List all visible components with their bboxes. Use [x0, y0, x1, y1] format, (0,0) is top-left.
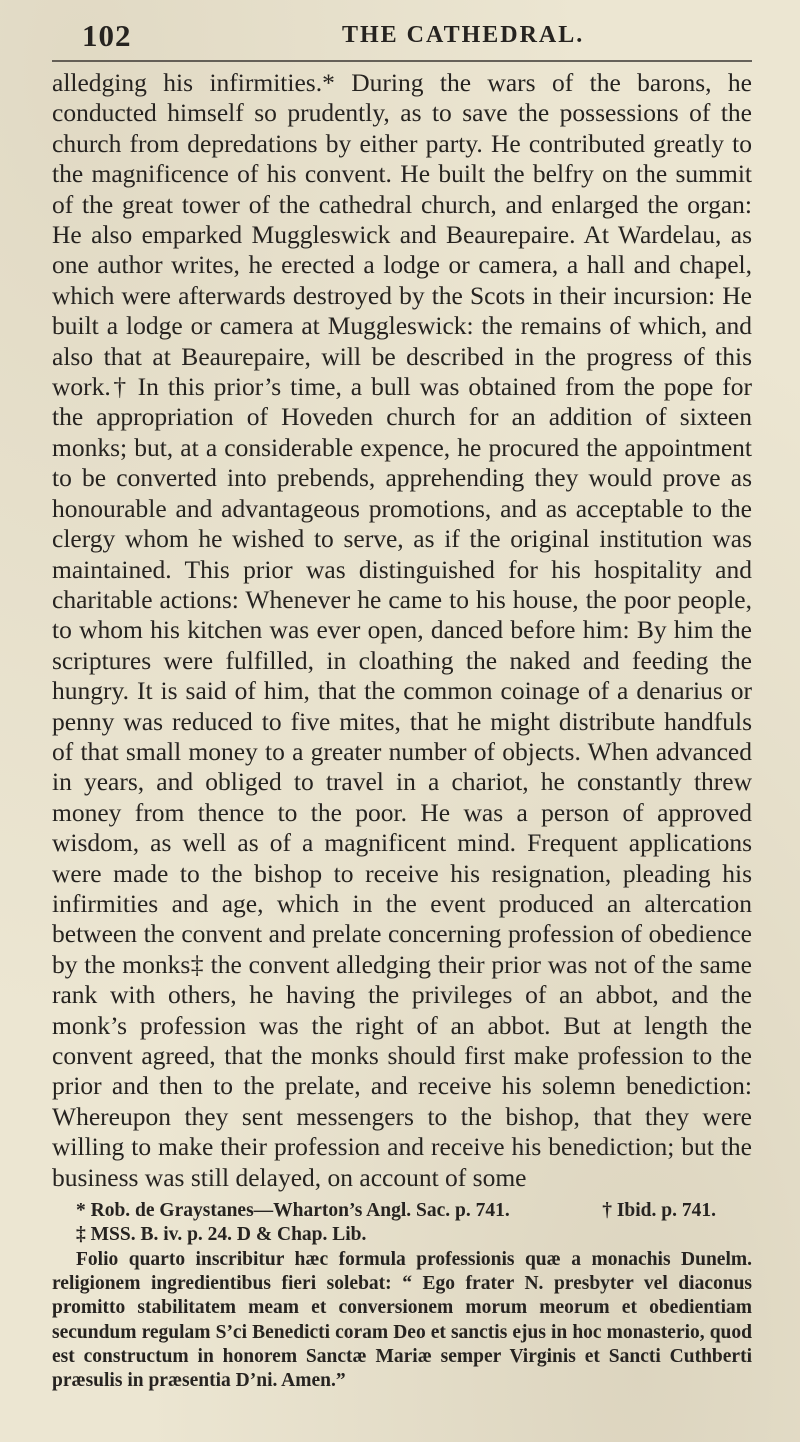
footnotes	[52, 1199, 752, 1393]
running-title: THE CATHEDRAL.	[342, 22, 585, 48]
running-head	[52, 16, 752, 56]
footnote-ibid: † Ibid. p. 741.	[602, 1200, 716, 1222]
page-number: 102	[82, 18, 132, 53]
footnote-row-1	[52, 1199, 752, 1223]
footnote-mss: ‡ MSS. B. iv. p. 24. D & Chap. Lib.	[76, 1224, 367, 1246]
header-rule	[52, 60, 752, 62]
main-paragraph: alledging his infirmities.* During the wars of the barons, he conducted himself so prudently, as to save the possessions of the church from depredations by either party. He contributed greatly to the magnificence of his convent. He built the belfry on the summit of the great tower of the cathedral church, and enlarged the organ: He also emparked Muggleswick and Beaurepaire. At Wardelau, as one author writes, he erected a lodge or camera, a hall and chapel, which were afterwards destroyed by the Scots in their incursion: He built a lodge or camera at Muggleswick: the remains of which, and also that at Beaurepaire, will be described in the progress of this work.† In this prior’s time, a bull was obtained from the pope for the appropriation of Hoveden church for an addition of sixteen monks; but, at a considerable expence, he procured the appointment to be converted into prebends, apprehending they would prove as honourable and advantageous promotions, and as acceptable to the clergy whom he wished to serve, as if the original institution was maintained. This prior was distinguished for his hospitality and charitable actions: Whenever he came to his house, the poor people, to whom his kitchen was ever open, danced before him: By him the scriptures were fulfilled, in cloathing the naked and feeding the hungry. It is said of him, that the common coinage of a denarius or penny was reduced to five mites, that he might distribute handfuls of that small money to a greater number of objects. When advanced in years, and obliged to travel in a chariot, he constantly threw money from thence to the poor. He was a person of approved wisdom, as well as of a magnificent mind. Frequent applications were made to the bishop to receive his resignation, pleading his infirmities and age, which in the event produced an altercation between the convent and prelate concerning profession of obedience by the monks‡ the convent alledging their prior was not of the same rank with others, he having the privileges of an abbot, and the monk’s profession was the right of an abbot. But at length the convent agreed, that the monks should first make profession to the prior and then to the prelate, and receive his solemn benediction: Whereupon they sent messengers to the bishop, that they were willing to make their profession and receive his benediction; but the business was still delayed, on account of some	[52, 68, 752, 1192]
footnote-profession-formula: Folio quarto inscribitur hæc formula professionis quæ a monachis Dunelm. religionem ingredientibus fieri solebat: “ Ego frater N. presbyter vel diaconus promitto stabilitatem meam et conversionem morum meorum et obedientiam secundum regulam S’ci Benedicti coram Deo et sanctis ejus in hoc monasterio, quod est constructum in honorem Sanctæ Mariæ semper Virginis et Sancti Cuthberti præsulis in præsentia D’ni. Amen.”	[52, 1248, 752, 1392]
footnote-graystanes: * Rob. de Graystanes—Wharton’s Angl. Sac. p. 741.	[76, 1200, 510, 1222]
